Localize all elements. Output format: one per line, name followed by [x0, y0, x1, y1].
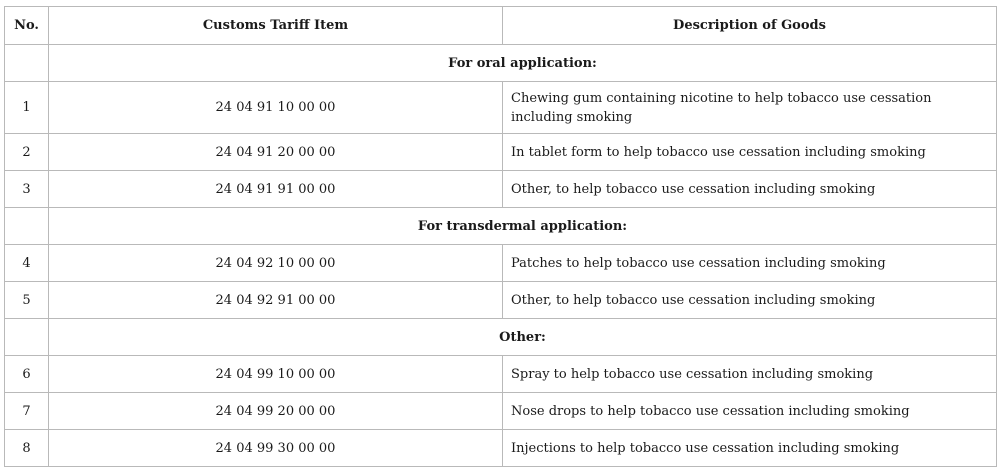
table-row [5, 82, 997, 134]
row-number: 1 [5, 82, 49, 134]
table-row [5, 393, 997, 430]
goods-description: Patches to help tobacco use cessation including smoking [503, 245, 997, 282]
tariff-item-code: 24 04 91 10 00 00 [49, 82, 503, 134]
table-row [5, 430, 997, 467]
header-description: Description of Goods [503, 7, 997, 45]
section-row-other [5, 319, 997, 356]
table-row [5, 171, 997, 208]
row-number: 7 [5, 393, 49, 430]
tariff-item-code: 24 04 91 20 00 00 [49, 134, 503, 171]
section-spacer [5, 45, 49, 82]
table-row [5, 356, 997, 393]
tariff-item-code: 24 04 99 10 00 00 [49, 356, 503, 393]
header-row [5, 7, 997, 45]
section-title: Other: [49, 319, 997, 356]
goods-description: Other, to help tobacco use cessation including smoking [503, 171, 997, 208]
section-spacer [5, 319, 49, 356]
tariff-table [4, 6, 997, 467]
row-number: 2 [5, 134, 49, 171]
row-number: 5 [5, 282, 49, 319]
goods-description: Spray to help tobacco use cessation including smoking [503, 356, 997, 393]
section-title: For oral application: [49, 45, 997, 82]
section-row-oral [5, 45, 997, 82]
goods-description: Nose drops to help tobacco use cessation including smoking [503, 393, 997, 430]
goods-description: Other, to help tobacco use cessation including smoking [503, 282, 997, 319]
tariff-item-code: 24 04 91 91 00 00 [49, 171, 503, 208]
row-number: 8 [5, 430, 49, 467]
tariff-item-code: 24 04 99 20 00 00 [49, 393, 503, 430]
section-row-transdermal [5, 208, 997, 245]
row-number: 3 [5, 171, 49, 208]
goods-description: Injections to help tobacco use cessation including smoking [503, 430, 997, 467]
tariff-item-code: 24 04 92 91 00 00 [49, 282, 503, 319]
row-number: 4 [5, 245, 49, 282]
section-spacer [5, 208, 49, 245]
header-no: No. [5, 7, 49, 45]
table-row [5, 282, 997, 319]
tariff-item-code: 24 04 99 30 00 00 [49, 430, 503, 467]
goods-description: In tablet form to help tobacco use cessation including smoking [503, 134, 997, 171]
row-number: 6 [5, 356, 49, 393]
table-row [5, 134, 997, 171]
tariff-item-code: 24 04 92 10 00 00 [49, 245, 503, 282]
header-tariff-item: Customs Tariff Item [49, 7, 503, 45]
section-title: For transdermal application: [49, 208, 997, 245]
goods-description: Chewing gum containing nicotine to help tobacco use cessation including smoking [503, 82, 997, 134]
table-row [5, 245, 997, 282]
